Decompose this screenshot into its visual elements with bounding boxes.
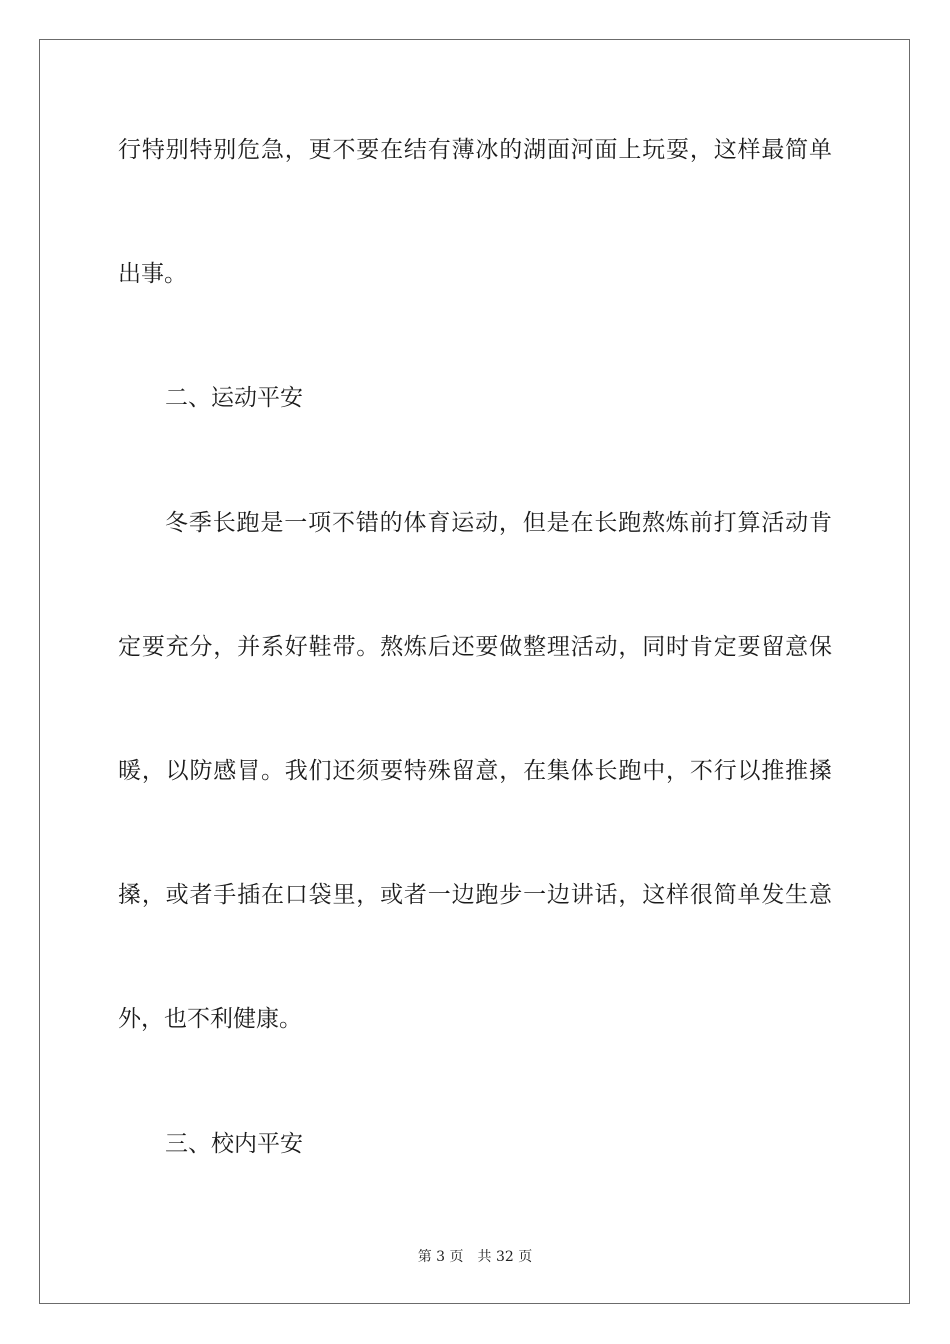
body-text-line: 行特别特别危急，更不要在结有薄冰的湖面河面上玩耍，这样最简单 [118,137,832,163]
body-text-line: 冬季长跑是一项不错的体育运动，但是在长跑熬炼前打算活动肯 [165,510,832,536]
body-text-line: 暖，以防感冒。我们还须要特殊留意，在集体长跑中，不行以推推搡 [118,758,832,784]
page-border [39,39,910,1304]
body-text-line: 出事。 [118,261,187,287]
body-text-line: 外，也不利健康。 [118,1006,302,1032]
page-number: 第 3 页 [417,1249,464,1265]
body-text-line: 定要充分，并系好鞋带。熬炼后还要做整理活动，同时肯定要留意保 [118,634,832,660]
section-heading: 三、校内平安 [165,1131,303,1157]
page-footer [0,1248,950,1266]
body-text-line: 搡，或者手插在口袋里，或者一边跑步一边讲话，这样很简单发生意 [118,882,832,908]
page-total: 共 32 页 [477,1249,533,1265]
section-heading: 二、运动平安 [165,385,303,411]
